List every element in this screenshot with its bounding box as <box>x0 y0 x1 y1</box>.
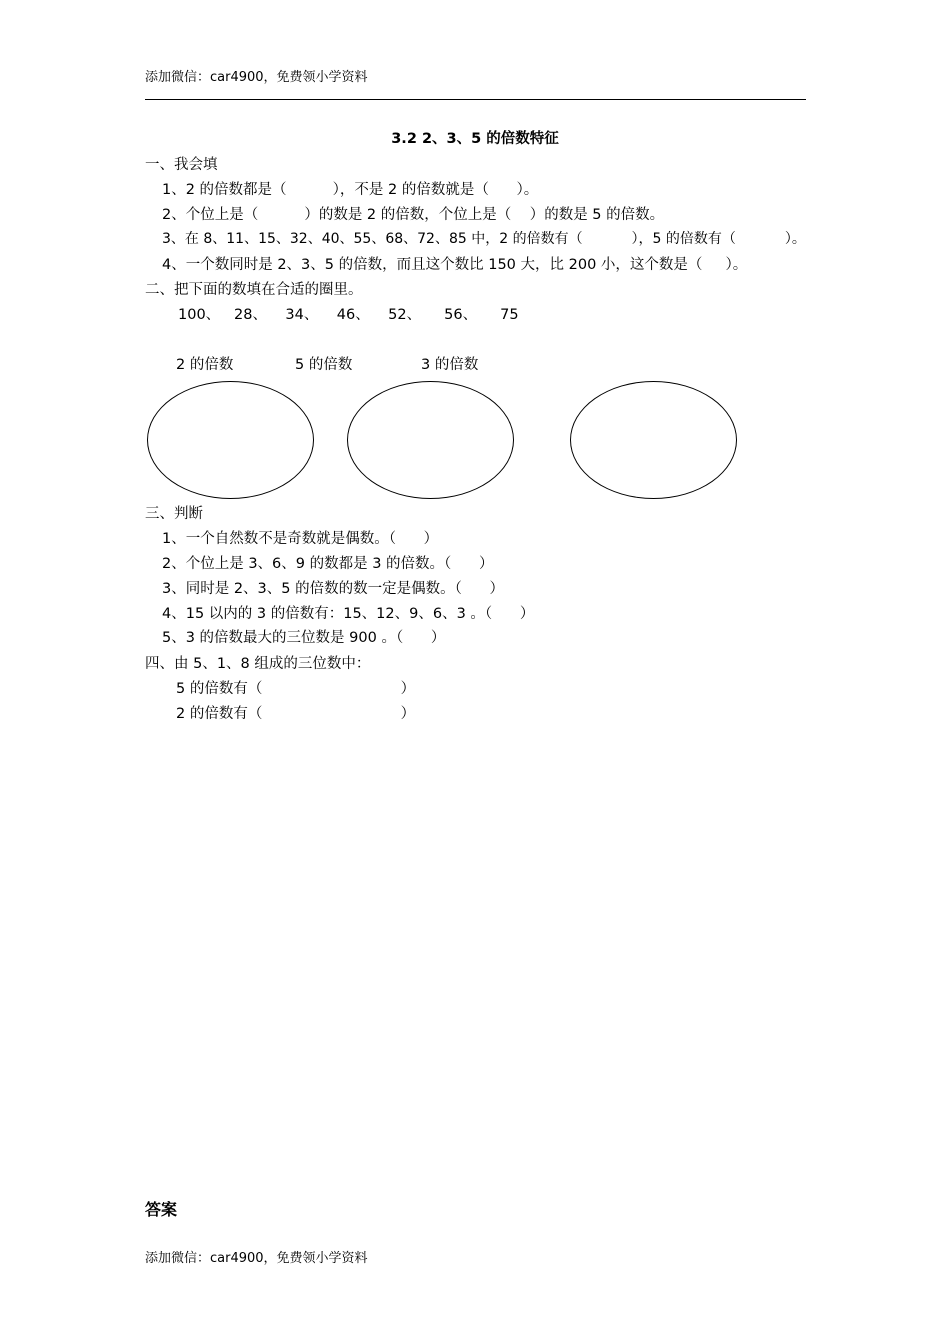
footer-note: 添加微信：car4900，免费领小学资料 <box>145 1251 368 1266</box>
section3-item-1: 1、一个自然数不是奇数就是偶数。（ ） <box>162 531 439 547</box>
section1-item-1: 1、2 的倍数都是（ ），不是 2 的倍数就是（ ）。 <box>162 182 539 198</box>
answer-heading: 答案 <box>145 1200 178 1219</box>
section3-item-3: 3、同时是 2、3、5 的倍数的数一定是偶数。（ ） <box>162 581 505 597</box>
label-multiples-of-3: 3 的倍数 <box>421 357 479 373</box>
section4-item-1: 5 的倍数有（ ） <box>176 681 416 697</box>
section3-item-2: 2、个位上是 3、6、9 的数都是 3 的倍数。（ ） <box>162 556 494 572</box>
section4-item-2: 2 的倍数有（ ） <box>176 706 416 722</box>
section4-heading: 四、由 5、1、8 组成的三位数中： <box>145 656 371 672</box>
header-divider <box>145 99 806 100</box>
circle-multiples-of-2[interactable] <box>147 381 314 499</box>
section3-item-4: 4、15 以内的 3 的倍数有：15、12、9、6、3 。（ ） <box>162 606 535 622</box>
label-multiples-of-2: 2 的倍数 <box>176 357 234 373</box>
section1-item-2: 2、个位上是（ ）的数是 2 的倍数，个位上是（ ）的数是 5 的倍数。 <box>162 207 665 223</box>
circle-multiples-of-3[interactable] <box>570 381 737 499</box>
page-title: 3.2 2、3、5 的倍数特征 <box>391 131 559 147</box>
section1-item-4: 4、一个数同时是 2、3、5 的倍数，而且这个数比 150 大，比 200 小，这个数是（ ）。 <box>162 257 748 273</box>
label-multiples-of-5: 5 的倍数 <box>295 357 353 373</box>
section1-item-3: 3、在 8、11、15、32、40、55、68、72、85 中，2 的倍数有（ ），5 的倍数有（ ）。 <box>162 231 806 247</box>
section1-heading: 一、我会填 <box>145 157 218 173</box>
section3-item-5: 5、3 的倍数最大的三位数是 900 。（ ） <box>162 630 446 646</box>
number-list: 100、 28、 34、 46、 52、 56、 75 <box>178 307 519 323</box>
section2-heading: 二、把下面的数填在合适的圈里。 <box>145 282 363 298</box>
header-note: 添加微信：car4900，免费领小学资料 <box>145 70 368 85</box>
circle-multiples-of-5[interactable] <box>347 381 514 499</box>
section3-heading: 三、判断 <box>145 506 203 522</box>
